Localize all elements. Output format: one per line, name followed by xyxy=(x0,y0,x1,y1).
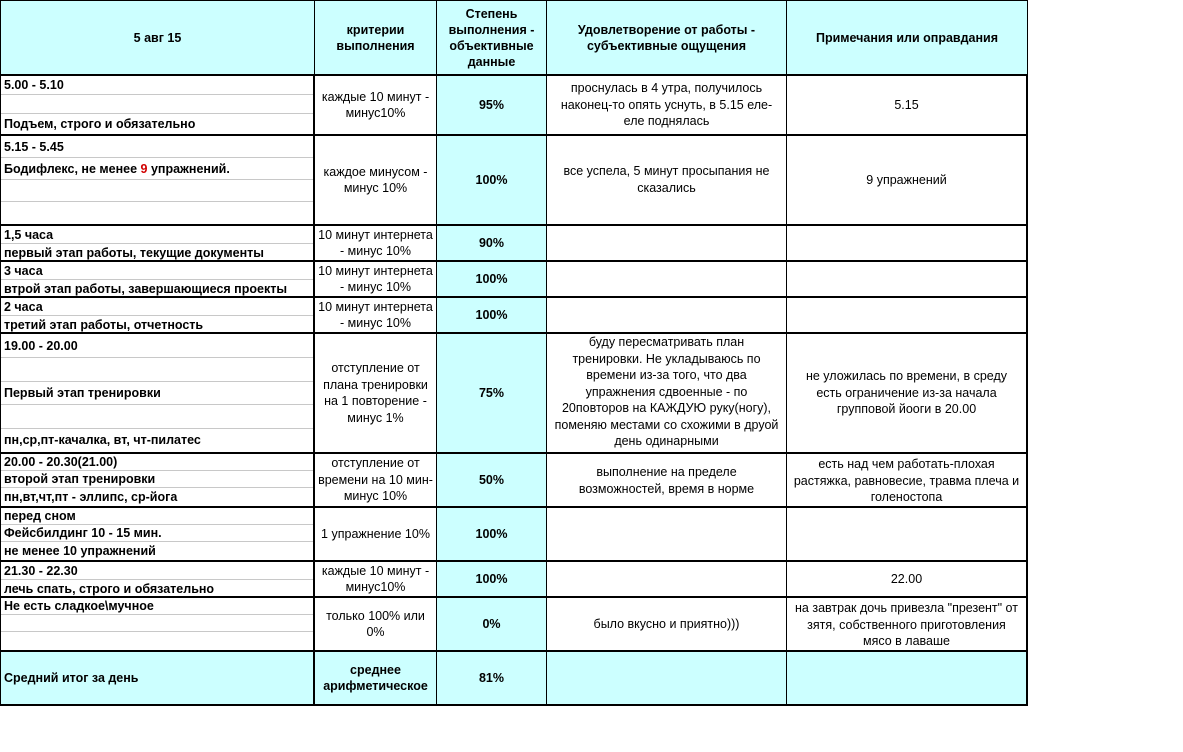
criteria-cell xyxy=(315,262,437,298)
note-line: голеностопа xyxy=(870,490,943,504)
task-cell xyxy=(0,262,315,298)
satisfaction-cell xyxy=(547,298,787,334)
task-line xyxy=(1,202,313,224)
criteria-cell xyxy=(315,508,437,562)
task-line: перед сном xyxy=(1,508,313,525)
task-line: 19.00 - 20.00 xyxy=(1,334,313,358)
header-degree-line: объективные xyxy=(449,38,534,53)
criteria-line: минус 10% xyxy=(343,181,408,195)
criteria-line: минус10% xyxy=(345,106,406,120)
note-cell xyxy=(787,334,1028,454)
task-line: Фейсбилдинг 10 - 15 мин. xyxy=(1,525,313,542)
criteria-cell xyxy=(315,76,437,136)
satisfaction-line: было вкусно и приятно))) xyxy=(593,616,740,631)
satisfaction-cell xyxy=(547,262,787,298)
percent-cell: 90% xyxy=(437,226,547,262)
note-line: групповой йооги в 20.00 xyxy=(836,402,977,417)
header-degree-line: данные xyxy=(467,54,516,69)
percent-cell: 100% xyxy=(437,508,547,562)
satisfaction-line: времени из-за того, что два xyxy=(586,368,747,382)
note-line: есть ограничение из-за начала xyxy=(816,385,997,400)
satisfaction-line: буду пересматривать план xyxy=(588,335,745,349)
header-criteria-line: критерии xyxy=(346,22,405,37)
satisfaction-cell xyxy=(547,598,787,652)
criteria-line: 10 минут интернета xyxy=(318,227,433,242)
summary-criteria-line: арифметическое xyxy=(323,679,428,693)
criteria-line: - минус 10% xyxy=(340,244,411,258)
task-cell xyxy=(0,562,315,598)
criteria-line: каждые 10 минут - xyxy=(321,89,430,104)
satisfaction-line: еле поднялась xyxy=(623,114,710,128)
task-line: 5.00 - 5.10 xyxy=(1,76,313,95)
note-cell xyxy=(787,508,1028,562)
note-cell xyxy=(787,598,1028,652)
task-line: второй этап тренировки xyxy=(1,471,313,488)
note-line: на завтрак дочь привезла "презент" от xyxy=(795,601,1018,615)
criteria-line: 1 упражнение 10% xyxy=(321,526,430,541)
satisfaction-cell xyxy=(547,454,787,508)
criteria-line: отступление от xyxy=(331,456,420,471)
note-cell xyxy=(787,136,1028,226)
task-cell xyxy=(0,76,315,136)
task-line: Первый этап тренировки xyxy=(1,381,313,405)
task-line xyxy=(1,358,313,382)
criteria-line: каждые 10 минут - xyxy=(321,563,430,578)
criteria-line: минус 1% xyxy=(347,410,404,425)
task-line xyxy=(1,633,313,650)
task-cell xyxy=(0,454,315,508)
satisfaction-line: наконец-то опять уснуть, в 5.15 еле- xyxy=(560,97,773,112)
highlighted-number: 9 xyxy=(140,162,148,176)
satisfaction-line: упражнения сдвоенные - по xyxy=(585,384,748,399)
satisfaction-cell xyxy=(547,226,787,262)
task-line: 21.30 - 22.30 xyxy=(1,562,313,580)
task-line: 5.15 - 5.45 xyxy=(1,136,313,158)
task-line xyxy=(1,405,313,429)
note-cell xyxy=(787,454,1028,508)
satisfaction-line: сказались xyxy=(637,180,696,195)
criteria-line: минус10% xyxy=(345,580,406,594)
criteria-line: времени на 10 мин- xyxy=(318,472,433,487)
summary-criteria xyxy=(315,652,437,706)
task-text: упражнений. xyxy=(147,162,230,176)
header-satisfaction-line: субъективные ощущения xyxy=(586,38,747,53)
criteria-line: на 1 повторение - xyxy=(324,394,427,408)
summary-empty-cell xyxy=(547,652,787,706)
task-line: 20.00 - 20.30(21.00) xyxy=(1,454,313,471)
header-satisfaction-line: Удовлетворение от работы - xyxy=(577,22,756,37)
criteria-line: 0% xyxy=(366,625,385,639)
note-line: растяжка, равновесие, травма плеча и xyxy=(793,473,1020,488)
note-line: мясо в лаваше xyxy=(863,634,950,648)
task-line xyxy=(1,180,313,202)
percent-cell: 95% xyxy=(437,76,547,136)
criteria-cell xyxy=(315,334,437,454)
task-line: первый этап работы, текущие документы xyxy=(4,246,264,260)
header-degree-line: выполнения - xyxy=(448,22,535,37)
task-line: 1,5 часа xyxy=(1,226,313,244)
satisfaction-line: день одинарными xyxy=(614,434,719,448)
satisfaction-line: возможностей, время в норме xyxy=(578,481,755,496)
task-line: втрой этап работы, завершающиеся проекты xyxy=(4,282,287,296)
satisfaction-cell xyxy=(547,334,787,454)
task-line-bodyflex xyxy=(1,158,313,180)
criteria-line: минус 10% xyxy=(343,489,408,504)
task-line: пн,вт,чт,пт - эллипс, ср-йога xyxy=(4,490,178,504)
criteria-line: каждое минусом - xyxy=(323,164,428,179)
note-cell xyxy=(787,226,1028,262)
criteria-cell xyxy=(315,562,437,598)
note-line: зятя, собственного приготовления xyxy=(807,617,1006,632)
task-line: третий этап работы, отчетность xyxy=(4,318,204,332)
criteria-cell xyxy=(315,226,437,262)
task-cell xyxy=(0,598,315,652)
task-line: не менее 10 упражнений xyxy=(4,544,156,558)
task-line: пн,ср,пт-качалка, вт, чт-пилатес xyxy=(4,433,201,447)
satisfaction-line: все успела, 5 минут просыпания не xyxy=(563,164,770,178)
percent-cell: 0% xyxy=(437,598,547,652)
task-line: Подъем, строго и обязательно xyxy=(4,117,196,131)
percent-cell: 50% xyxy=(437,454,547,508)
satisfaction-line: выполнение на пределе xyxy=(596,465,737,479)
note-line: не уложилась по времени, в среду xyxy=(805,369,1008,384)
criteria-cell xyxy=(315,136,437,226)
task-line: лечь спать, строго и обязательно xyxy=(4,582,215,596)
header-satisfaction xyxy=(547,0,787,76)
task-text: Бодифлекс, не менее xyxy=(4,162,141,176)
task-line xyxy=(1,95,313,114)
task-cell xyxy=(0,334,315,454)
note-line: 22.00 xyxy=(890,571,923,586)
criteria-cell xyxy=(315,298,437,334)
criteria-cell xyxy=(315,454,437,508)
criteria-line: 10 минут интернета xyxy=(318,263,433,278)
task-cell xyxy=(0,136,315,226)
header-criteria-line: выполнения xyxy=(336,38,415,53)
note-cell xyxy=(787,76,1028,136)
criteria-line: плана тренировки xyxy=(323,377,428,392)
summary-label: Средний итог за день xyxy=(0,652,315,706)
satisfaction-cell xyxy=(547,76,787,136)
task-line: 3 часа xyxy=(1,262,313,280)
percent-cell: 100% xyxy=(437,562,547,598)
task-line xyxy=(1,615,313,632)
note-line: есть над чем работать-плохая xyxy=(818,457,995,471)
criteria-line: - минус 10% xyxy=(340,280,411,294)
header-notes: Примечания или оправдания xyxy=(787,0,1028,76)
note-cell xyxy=(787,262,1028,298)
criteria-line: отступление от xyxy=(331,361,420,375)
criteria-line: только 100% или xyxy=(326,608,425,623)
satisfaction-cell xyxy=(547,562,787,598)
criteria-line: 10 минут интернета xyxy=(318,299,433,314)
task-cell xyxy=(0,508,315,562)
task-line: Не есть сладкое\мучное xyxy=(1,598,313,615)
percent-cell: 100% xyxy=(437,298,547,334)
satisfaction-line: 20повторов на КАЖДУЮ руку(ногу), xyxy=(561,401,772,415)
satisfaction-line: тренировки. Не укладываюсь по xyxy=(572,351,761,366)
note-line: 5.15 xyxy=(894,97,919,112)
criteria-line: - минус 10% xyxy=(340,316,411,330)
task-line: 2 часа xyxy=(1,298,313,316)
header-degree-line: Степень xyxy=(465,6,518,21)
note-cell xyxy=(787,298,1028,334)
percent-cell: 100% xyxy=(437,136,547,226)
summary-empty-cell xyxy=(787,652,1028,706)
task-cell xyxy=(0,226,315,262)
header-date: 5 авг 15 xyxy=(0,0,315,76)
note-line: 9 упражнений xyxy=(866,172,947,187)
percent-cell: 75% xyxy=(437,334,547,454)
satisfaction-cell xyxy=(547,508,787,562)
summary-criteria-line: среднее xyxy=(350,663,401,677)
header-criteria xyxy=(315,0,437,76)
note-cell xyxy=(787,562,1028,598)
criteria-cell xyxy=(315,598,437,652)
header-degree xyxy=(437,0,547,76)
task-cell xyxy=(0,298,315,334)
percent-cell: 100% xyxy=(437,262,547,298)
summary-percent: 81% xyxy=(437,652,547,706)
satisfaction-line: поменяю местами со схожими в друой xyxy=(554,417,779,432)
satisfaction-line: проснулась в 4 утра, получилось xyxy=(570,81,763,95)
satisfaction-cell xyxy=(547,136,787,226)
